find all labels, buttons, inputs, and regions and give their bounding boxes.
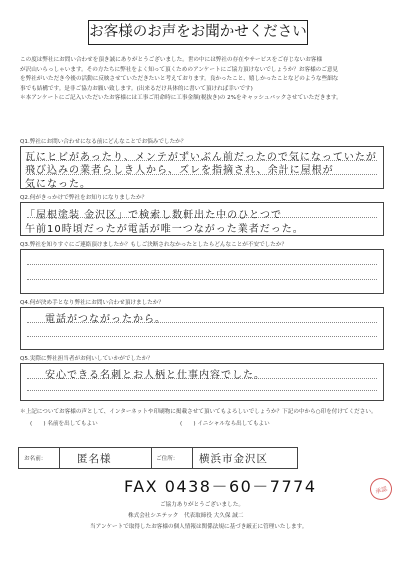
q3-answer-box xyxy=(20,249,384,294)
name-address-table xyxy=(18,447,298,469)
option-paren: ( ) xyxy=(30,421,46,427)
name-label: お名前： xyxy=(24,456,47,462)
option-name-allowed[interactable] xyxy=(30,419,98,427)
option-label: イニシャルなら出してもよい xyxy=(197,421,270,427)
option-label: 名前を出してもよい xyxy=(47,421,98,427)
thanks-text: ご協力ありがとうございました。 xyxy=(160,502,244,508)
intro-line: ＊本アンケートにご記入いただいたお客様には工事ご用命時に工事金額(税抜き)の 2%をキャッシュバックさせていただきます。 xyxy=(20,95,342,101)
intro-line: を弊社がいただき今後の活動に反映させていただきたいと考えております。良かったこと、嬉しかったことなどのような些細な xyxy=(20,76,339,82)
privacy-notice: 当アンケートで取得したお客様の個人情報は関係法規に基づき厳正に管理いたします。 xyxy=(90,524,308,530)
q2-label: Q2.何がきっかけで弊社をお知りになりましたか？ xyxy=(20,195,148,201)
intro-line: が沢山いらっしゃいます。その方たちに弊社をよく知って頂くためのアンケートにご協力頂けないでしょうか？お客様のご意見 xyxy=(20,66,339,73)
name-value: 匿名様 xyxy=(77,453,112,465)
q4-answer-line: 電話がつながったから。 xyxy=(45,314,166,325)
q5-answer-line: 安心できる名刺とお人柄と仕事内容でした。 xyxy=(45,370,265,381)
option-initial-allowed[interactable] xyxy=(180,419,270,427)
q4-label: Q4.何が決め手となり弊社にお問い合わせ頂けましたか？ xyxy=(20,300,164,306)
q5-label: Q5.実際に弊社担当者がお伺いしていかがでしたか？ xyxy=(20,356,153,362)
q3-label: Q3.弊社を知りすぐにご連絡頂けましたか？もしご決断されなかったとしたらどんなことが不安でしたか？ xyxy=(20,242,288,248)
q1-answer-line: 飛び込みの業者らしき人から、ズレを指摘され、余計に屋根が xyxy=(25,165,334,176)
q2-answer-line: 午前10時頃だったが電話が唯一つながった業者だった。 xyxy=(25,224,304,235)
option-paren: ( ) xyxy=(180,421,196,427)
survey-title: お客様のお声をお聞かせください xyxy=(88,20,308,45)
intro-line: 事でも結構です。是非ご協力お願い致します。(出来るだけ具体的に書いて頂ければ幸いです) xyxy=(20,85,253,92)
q4-answer-box xyxy=(20,307,384,350)
q1-label: Q1.弊社にお問い合わせになる前にどんなことでお悩みでしたか？ xyxy=(20,139,187,145)
intro-line: この度は弊社にお問い合わせを頂き誠にありがとうございました。世の中には弊社の存在やサービスをご存じないお客様 xyxy=(20,57,323,63)
q2-answer-box xyxy=(20,202,384,236)
intro-text xyxy=(20,56,385,104)
address-value: 横浜市金沢区 xyxy=(199,453,268,465)
q2-answer-line: 「屋根塗装 金沢区」で検索し数軒出た中のひとつで xyxy=(25,210,282,221)
permission-question: ＊上記についてお客様の声として、インターネットや印刷物に掲載させて頂いてもよろしいでしょうか？下記の中から○印を付けてください。 xyxy=(20,409,377,415)
approval-stamp-icon: 承認 xyxy=(368,476,395,503)
q5-answer-box xyxy=(20,363,384,401)
q1-answer-line: 瓦にヒビがあったり、メンテがずいぶん前だったので気になっていたが xyxy=(25,152,377,163)
address-label: ご住所： xyxy=(156,456,179,462)
company-text: 株式会社シエテック 代表取締役 大久保 誠二 xyxy=(128,513,244,519)
q1-answer-box xyxy=(20,146,384,189)
q1-answer-line: 気になった。 xyxy=(25,179,91,190)
fax-number: FAX 0438－60－7774 xyxy=(124,477,317,496)
